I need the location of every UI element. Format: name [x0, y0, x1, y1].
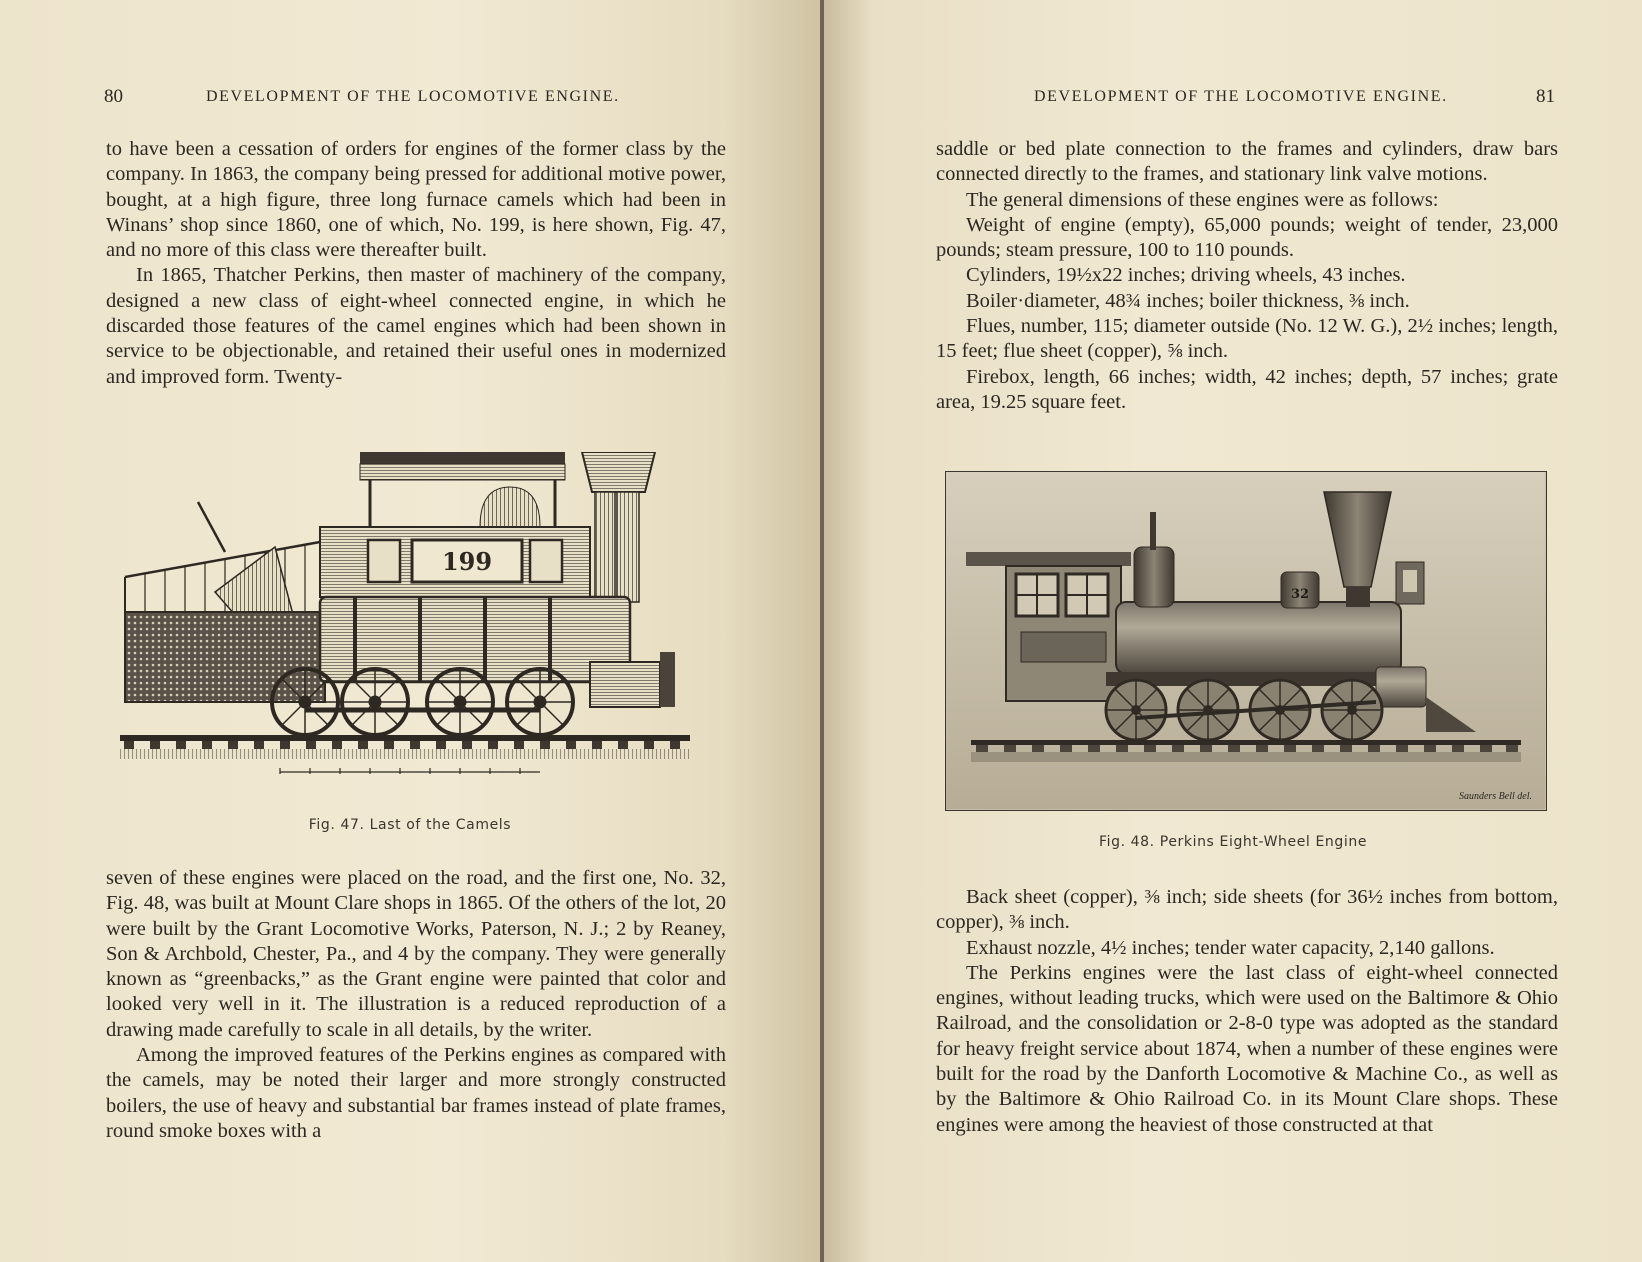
- fig47-camel-locomotive-illustration: [120, 452, 720, 782]
- paragraph: Weight of engine (empty), 65,000 pounds; weight of tender, 23,000 pounds; steam pressure, 100 to 110 pounds.: [936, 213, 1558, 262]
- fig48-caption: Fig. 48. Perkins Eight-Wheel Engine: [1098, 834, 1368, 850]
- right-text-bottom: [936, 885, 1558, 1138]
- paragraph: Flues, number, 115; diameter outside (No. 12 W. G.), 2½ inches; length, 15 feet; flue sheet (copper), ⅝ inch.: [936, 315, 1558, 363]
- fig47-caption: Fig. 47. Last of the Camels: [308, 817, 512, 833]
- paragraph: The Perkins engines were the last class of eight-wheel connected engines, without leading trucks, which were used on the Baltimore & Ohio Railroad, and the consolidation or 2-8-0 type was adopted as the standard for heavy freight service about 1874, when a number of these engines were built for the road by the Danforth Locomotive & Machine Co., as well as by the Baltimore & Ohio Railroad Co. in its Mount Clare shops. These engines were among the heaviest of those constructed at that: [936, 961, 1558, 1136]
- paragraph: saddle or bed plate connection to the frames and cylinders, draw bars connected directly to the frames, and stationary link valve motions.: [936, 138, 1558, 186]
- paragraph: to have been a cessation of orders for engines of the former class by the company. In 1863, the company being pressed for additional motive power, bought, at a high figure, three long furnace camels which had been in Winans’ shop since 1860, one of which, No. 199, is here shown, Fig. 47, and no more of this class were thereafter built.: [106, 138, 726, 262]
- right-running-head: DEVELOPMENT OF THE LOCOMOTIVE ENGINE.: [1034, 88, 1448, 105]
- paragraph: Exhaust nozzle, 4½ inches; tender water capacity, 2,140 gallons.: [966, 936, 1495, 959]
- fig48-perkins-locomotive-illustration: [945, 471, 1547, 811]
- paragraph: Back sheet (copper), ⅜ inch; side sheets (for 36½ inches from bottom, copper), ⅜ inch.: [936, 886, 1558, 934]
- paragraph: In 1865, Thatcher Perkins, then master of machinery of the company, designed a new class of eight-wheel connected engine, in which he discarded those features of the camel engines which had been shown in service to be objectionable, and retained their useful ones in modernized and improved form. Twenty-: [106, 264, 726, 388]
- paragraph: The general dimensions of these engines were as follows:: [966, 188, 1439, 211]
- paragraph: Boiler·diameter, 48¾ inches; boiler thickness, ⅜ inch.: [966, 289, 1410, 312]
- left-page-number: 80: [104, 86, 123, 107]
- fig48-dome-number: 32: [1290, 587, 1310, 602]
- right-page-number: 81: [1536, 86, 1555, 107]
- paragraph: seven of these engines were placed on the road, and the first one, No. 32, Fig. 48, was built at Mount Clare shops in 1865. Of the others of the lot, 20 were built by the Grant Locomotive Works, Paterson, N. J.; 2 by Reaney, Son & Archbold, Chester, Pa., and 4 by the company. They were generally known as “greenbacks,” as the Grant engine were painted that color and looked very well in it. The illustration is a reduced reproduction of a drawing made carefully to scale in all details, by the writer.: [106, 867, 726, 1041]
- right-text-top: [936, 137, 1558, 415]
- left-running-head: DEVELOPMENT OF THE LOCOMOTIVE ENGINE.: [206, 88, 620, 105]
- left-text-top: [106, 137, 726, 390]
- left-text-bottom: [106, 866, 726, 1144]
- paragraph: Among the improved features of the Perkins engines as compared with the camels, may be noted their larger and more strongly constructed boilers, the use of heavy and substantial bar frames instead of plate frames, round smoke boxes with a: [106, 1044, 726, 1142]
- paragraph: Cylinders, 19½x22 inches; driving wheels, 43 inches.: [966, 264, 1406, 287]
- left-page: [0, 0, 820, 1262]
- paragraph: Firebox, length, 66 inches; width, 42 inches; depth, 57 inches; grate area, 19.25 square feet.: [936, 365, 1558, 413]
- fig47-cab-number: 199: [441, 547, 493, 576]
- fig48-signature: Saunders Bell del.: [1458, 791, 1532, 802]
